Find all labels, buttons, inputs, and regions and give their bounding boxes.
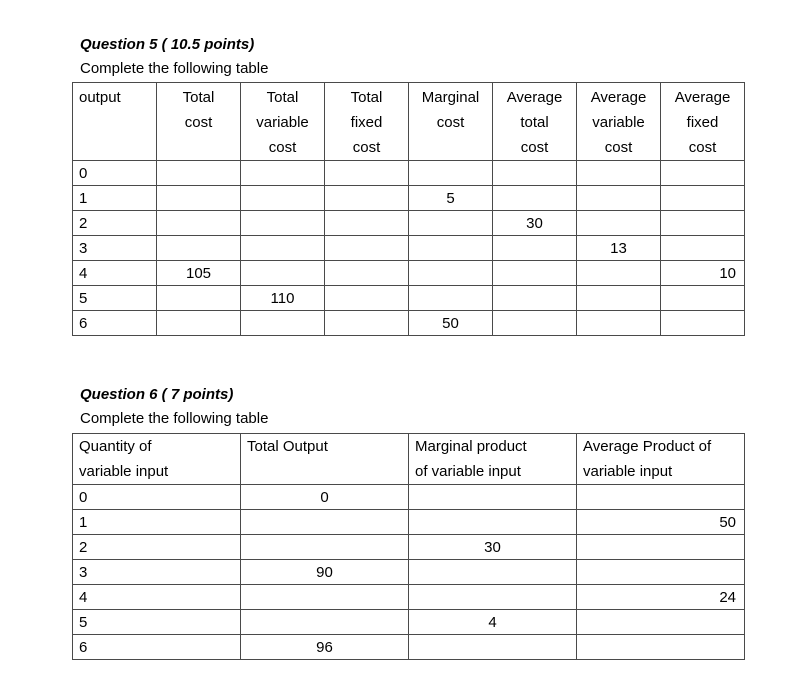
column-header-line: Average: [674, 89, 731, 106]
column-header-line: cost: [604, 139, 633, 156]
table-cell[interactable]: [157, 236, 241, 261]
question-6-title: Question 6 ( 7 points): [80, 386, 234, 403]
table-cell[interactable]: [577, 186, 661, 211]
table-cell[interactable]: [661, 161, 745, 186]
column-header: [241, 434, 409, 485]
column-header-line: Total: [182, 89, 215, 106]
row-label-cell[interactable]: 0: [73, 485, 241, 510]
column-header: [577, 434, 745, 485]
column-header-line: cost: [268, 139, 297, 156]
column-header: [409, 434, 577, 485]
column-header: [577, 83, 661, 161]
table-cell[interactable]: [661, 211, 745, 236]
table-cell[interactable]: [409, 585, 577, 610]
table-cell[interactable]: [157, 311, 241, 336]
table-cell[interactable]: [577, 535, 745, 560]
column-header-line: variable input: [79, 463, 169, 480]
column-header-line: Average: [506, 89, 563, 106]
table-cell[interactable]: [577, 261, 661, 286]
column-header: [241, 83, 325, 161]
row-label-cell[interactable]: 6: [73, 635, 241, 660]
column-header: [157, 83, 241, 161]
table-cell[interactable]: 90: [241, 560, 409, 585]
table-cell[interactable]: [493, 261, 577, 286]
column-header: [661, 83, 745, 161]
table-row: [73, 585, 745, 610]
column-header: [73, 83, 157, 161]
table-row: [73, 311, 745, 336]
row-label-cell[interactable]: 3: [73, 236, 157, 261]
table-cell[interactable]: [241, 535, 409, 560]
table-cell[interactable]: [325, 236, 409, 261]
table-cell[interactable]: [325, 161, 409, 186]
table-cell[interactable]: 96: [241, 635, 409, 660]
row-label-cell[interactable]: 3: [73, 560, 241, 585]
table-row: [73, 610, 745, 635]
table-row: [73, 485, 745, 510]
table-cell[interactable]: [157, 286, 241, 311]
table-cell[interactable]: [241, 211, 325, 236]
table-cell[interactable]: [241, 236, 325, 261]
column-header: [409, 83, 493, 161]
table-cell[interactable]: 0: [241, 485, 409, 510]
column-header-line: variable: [256, 114, 309, 131]
table-row: [73, 261, 745, 286]
table-cell[interactable]: [157, 161, 241, 186]
table-cell[interactable]: [409, 161, 493, 186]
column-header: [493, 83, 577, 161]
table-cell[interactable]: [325, 286, 409, 311]
table-cell[interactable]: [577, 635, 745, 660]
table-cell[interactable]: [409, 236, 493, 261]
table-cell[interactable]: 110: [241, 286, 325, 311]
table-row: [73, 635, 745, 660]
header-row: [73, 434, 745, 485]
row-label-cell[interactable]: 2: [73, 535, 241, 560]
table-cell[interactable]: 5: [409, 186, 493, 211]
table-cell[interactable]: [325, 186, 409, 211]
table-cell[interactable]: [493, 286, 577, 311]
table-cell[interactable]: 105: [157, 261, 241, 286]
column-header-line: Average: [590, 89, 647, 106]
table-row: [73, 211, 745, 236]
table-cell[interactable]: [577, 211, 661, 236]
column-header-line: output: [79, 89, 121, 106]
question-6-subtitle: Complete the following table: [80, 410, 269, 427]
table-cell[interactable]: [493, 161, 577, 186]
table-cell[interactable]: 10: [661, 261, 745, 286]
row-label-cell[interactable]: 5: [73, 286, 157, 311]
row-label-cell[interactable]: 2: [73, 211, 157, 236]
row-label-cell[interactable]: 4: [73, 261, 157, 286]
table-cell[interactable]: [241, 186, 325, 211]
column-header-line: variable input: [583, 463, 673, 480]
row-label-cell[interactable]: 6: [73, 311, 157, 336]
row-label-cell[interactable]: 1: [73, 186, 157, 211]
table-row: [73, 161, 745, 186]
question-5-subtitle: Complete the following table: [80, 60, 269, 77]
column-header-line: Total: [266, 89, 299, 106]
table-cell[interactable]: [409, 560, 577, 585]
column-header-line: cost: [436, 114, 465, 131]
table-cell[interactable]: [409, 261, 493, 286]
column-header-line: Quantity of: [79, 438, 152, 455]
column-header-line: fixed: [686, 114, 719, 131]
row-label-cell[interactable]: 4: [73, 585, 241, 610]
column-header-line: variable: [592, 114, 645, 131]
table-cell[interactable]: [325, 261, 409, 286]
column-header-line: Total Output: [247, 438, 328, 455]
table-cell[interactable]: [241, 510, 409, 535]
table-cell[interactable]: 13: [577, 236, 661, 261]
table-cell[interactable]: [409, 485, 577, 510]
table-cell[interactable]: [241, 610, 409, 635]
table-cell[interactable]: [241, 161, 325, 186]
column-header-line: of variable input: [415, 463, 521, 480]
table-cell[interactable]: [241, 261, 325, 286]
table-cell[interactable]: [577, 610, 745, 635]
table-row: [73, 510, 745, 535]
table-cell[interactable]: [493, 236, 577, 261]
column-header-line: Marginal: [421, 89, 480, 106]
product-table: [72, 433, 745, 660]
column-header-line: Average Product of: [583, 438, 712, 455]
column-header: [325, 83, 409, 161]
column-header-line: Marginal product: [415, 438, 527, 455]
table-cell[interactable]: [409, 286, 493, 311]
table-cell[interactable]: [577, 560, 745, 585]
table-cell[interactable]: [577, 286, 661, 311]
table-cell[interactable]: [493, 311, 577, 336]
table-row: [73, 236, 745, 261]
table-cell[interactable]: 50: [577, 510, 745, 535]
column-header-line: cost: [688, 139, 717, 156]
table-cell[interactable]: 4: [409, 610, 577, 635]
table-cell[interactable]: [577, 485, 745, 510]
column-header-line: fixed: [350, 114, 383, 131]
column-header-line: Total: [350, 89, 383, 106]
question-5-title: Question 5 ( 10.5 points): [80, 36, 255, 53]
table-cell[interactable]: [241, 311, 325, 336]
table-cell[interactable]: 30: [409, 535, 577, 560]
row-label-cell[interactable]: 1: [73, 510, 241, 535]
table-cell[interactable]: [409, 211, 493, 236]
table-cell[interactable]: [325, 211, 409, 236]
header-row: [73, 83, 745, 161]
cost-table: [72, 82, 745, 336]
column-header: [73, 434, 241, 485]
column-header-line: cost: [520, 139, 549, 156]
table-row: [73, 535, 745, 560]
table-cell[interactable]: [577, 311, 661, 336]
table-cell[interactable]: [577, 161, 661, 186]
row-label-cell[interactable]: 0: [73, 161, 157, 186]
table-cell[interactable]: [241, 585, 409, 610]
column-header-line: cost: [352, 139, 381, 156]
table-cell[interactable]: [493, 186, 577, 211]
column-header-line: total: [520, 114, 549, 131]
table-row: [73, 560, 745, 585]
table-cell[interactable]: [661, 311, 745, 336]
table-cell[interactable]: [661, 186, 745, 211]
table-cell[interactable]: [661, 236, 745, 261]
row-label-cell[interactable]: 5: [73, 610, 241, 635]
table-row: [73, 186, 745, 211]
table-cell[interactable]: [409, 510, 577, 535]
table-cell[interactable]: [409, 635, 577, 660]
table-cell[interactable]: 30: [493, 211, 577, 236]
table-cell[interactable]: 24: [577, 585, 745, 610]
table-cell[interactable]: [661, 286, 745, 311]
table-cell[interactable]: [325, 311, 409, 336]
table-cell[interactable]: 50: [409, 311, 493, 336]
table-cell[interactable]: [157, 186, 241, 211]
table-row: [73, 286, 745, 311]
column-header-line: cost: [184, 114, 213, 131]
table-cell[interactable]: [157, 211, 241, 236]
